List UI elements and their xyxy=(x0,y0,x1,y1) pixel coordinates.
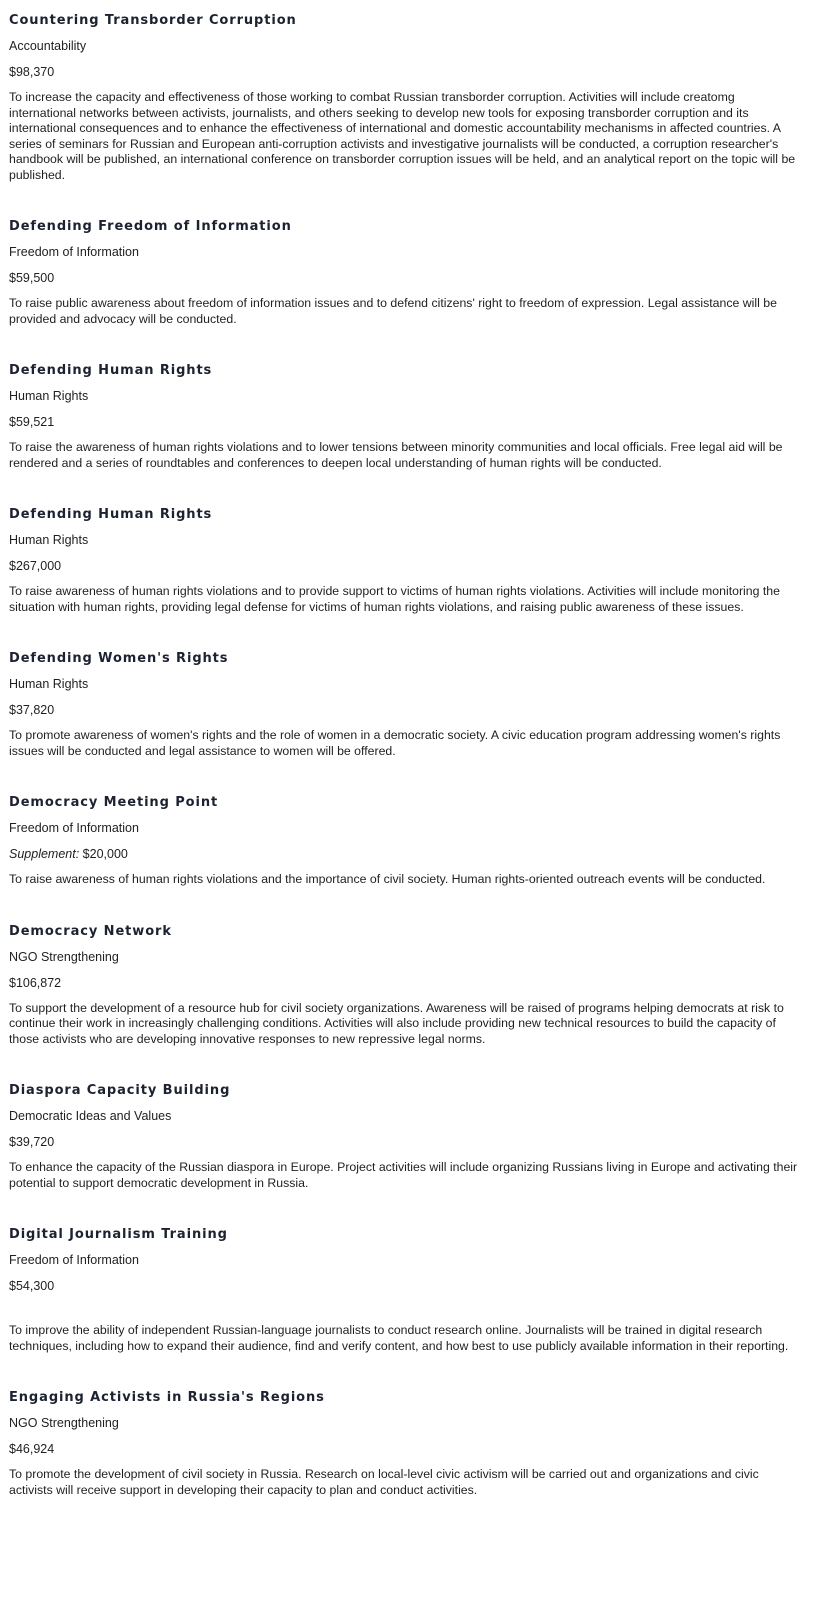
grant-category: NGO Strengthening xyxy=(9,1416,119,1430)
grant-amount xyxy=(9,1441,804,1458)
grant-amount xyxy=(9,702,804,719)
grant-entry xyxy=(9,12,804,183)
grant-description: To enhance the capacity of the Russian diaspora in Europe. Project activities will include organizing Russians living in Europe and activating their potential to support democratic development in Russia. xyxy=(9,1160,798,1190)
grant-title: Defending Women's Rights xyxy=(9,651,229,666)
grant-title: Countering Transborder Corruption xyxy=(9,13,297,28)
grant-description: To support the development of a resource hub for civil society organizations. Awareness will be raised of programs helping democrats at risk to continue their work in increasingly challenging conditions. Activities will also include providing new technical resources to build the capacity of those activists who are developing innovative responses to new repressive legal norms. xyxy=(9,1000,784,1046)
grant-amount xyxy=(9,846,804,863)
grant-entry xyxy=(9,506,804,615)
grant-description: To raise awareness of human rights violations and the importance of civil society. Human rights-oriented outreach events will be conducted. xyxy=(9,872,766,886)
grant-title: Democracy Network xyxy=(9,923,172,939)
grant-category: NGO Strengthening xyxy=(9,949,119,964)
grant-amount-value: $20,000 xyxy=(82,847,128,861)
grant-category: Freedom of Information xyxy=(9,245,139,259)
grant-category: Freedom of Information xyxy=(9,1253,139,1267)
grant-amount xyxy=(9,64,804,81)
grant-description: To increase the capacity and effectiveness of those working to combat Russian transborder corruption. Activities will include creatomg international networks between activists, journalists, and others seeking to develop new tools for exposing transborder corruption and its international consequences and to enhance the effectiveness of international and domestic accountability mechanisms in affected countries. A series of seminars for Russian and European anti-corruption activists and investigative journalists will be conducted, a corruption researcher's handbook will be published, an international conference on transborder corruption issues will be held, and an analytical report on the topic will be published. xyxy=(9,90,796,182)
grant-entry xyxy=(9,923,804,1048)
grant-amount-value: $59,500 xyxy=(9,271,55,285)
grant-entry xyxy=(9,650,804,759)
grant-title: Digital Journalism Training xyxy=(9,1227,228,1242)
grant-amount xyxy=(9,1278,804,1295)
grant-amount-value: $39,720 xyxy=(9,1135,55,1149)
grant-amount xyxy=(9,414,804,431)
grant-title: Democracy Meeting Point xyxy=(9,795,219,810)
grant-description: To raise the awareness of human rights violations and to lower tensions between minority communities and local officials. Free legal aid will be rendered and a series of roundtables and conferences to deepen local understanding of human rights will be conducted. xyxy=(9,440,783,470)
grant-entry xyxy=(9,218,804,327)
grant-entry xyxy=(9,362,804,471)
grant-amount-value: $54,300 xyxy=(9,1279,55,1293)
grant-category: Human Rights xyxy=(9,533,89,547)
grant-category: Freedom of Information xyxy=(9,821,139,835)
grant-category: Democratic Ideas and Values xyxy=(9,1109,172,1123)
grant-title: Defending Human Rights xyxy=(9,507,213,522)
grant-amount-value: $98,370 xyxy=(9,65,55,79)
grant-description: To promote the development of civil society in Russia. Research on local-level civic activism will be carried out and organizations and civic activists will receive support in developing their capacity to plan and conduct activities. xyxy=(9,1467,759,1497)
grant-amount xyxy=(9,975,804,992)
grant-description: To improve the ability of independent Russian-language journalists to conduct research online. Journalists will be trained in digital research techniques, including how to expand their audience, find and verify content, and how best to use publicly available information in their reporting. xyxy=(9,1323,789,1353)
grant-title: Defending Human Rights xyxy=(9,363,213,378)
grant-amount-value: $106,872 xyxy=(9,975,62,990)
grant-amount xyxy=(9,558,804,575)
grant-amount-value: $37,820 xyxy=(9,703,55,717)
grant-amount-value: $59,521 xyxy=(9,415,55,429)
grant-entry xyxy=(9,794,804,888)
grant-title: Engaging Activists in Russia's Regions xyxy=(9,1390,325,1405)
grant-entry xyxy=(9,1082,804,1191)
grant-entry xyxy=(9,1226,804,1354)
grant-description: To raise public awareness about freedom of information issues and to defend citizens' right to freedom of expression. Legal assistance will be provided and advocacy will be conducted. xyxy=(9,296,777,326)
grant-title: Diaspora Capacity Building xyxy=(9,1083,231,1098)
grant-amount xyxy=(9,270,804,287)
grant-category: Human Rights xyxy=(9,677,89,691)
grant-description: To raise awareness of human rights violations and to provide support to victims of human rights violations. Activities will include monitoring the situation with human rights, providing legal defense for victims of human rights violations, and raising public awareness of these issues. xyxy=(9,584,780,614)
grant-amount-value: $267,000 xyxy=(9,559,62,573)
grant-description: To promote awareness of women's rights and the role of women in a democratic society. A civic education program addressing women's rights issues will be conducted and legal assistance to women will be offered. xyxy=(9,728,781,758)
grant-amount xyxy=(9,1134,804,1151)
grant-entry xyxy=(9,1389,804,1498)
grant-amount-value: $46,924 xyxy=(9,1442,55,1456)
grant-category: Accountability xyxy=(9,39,87,53)
grant-title: Defending Freedom of Information xyxy=(9,219,292,234)
grant-amount-supplement-label: Supplement: xyxy=(9,847,80,861)
grant-category: Human Rights xyxy=(9,389,89,403)
